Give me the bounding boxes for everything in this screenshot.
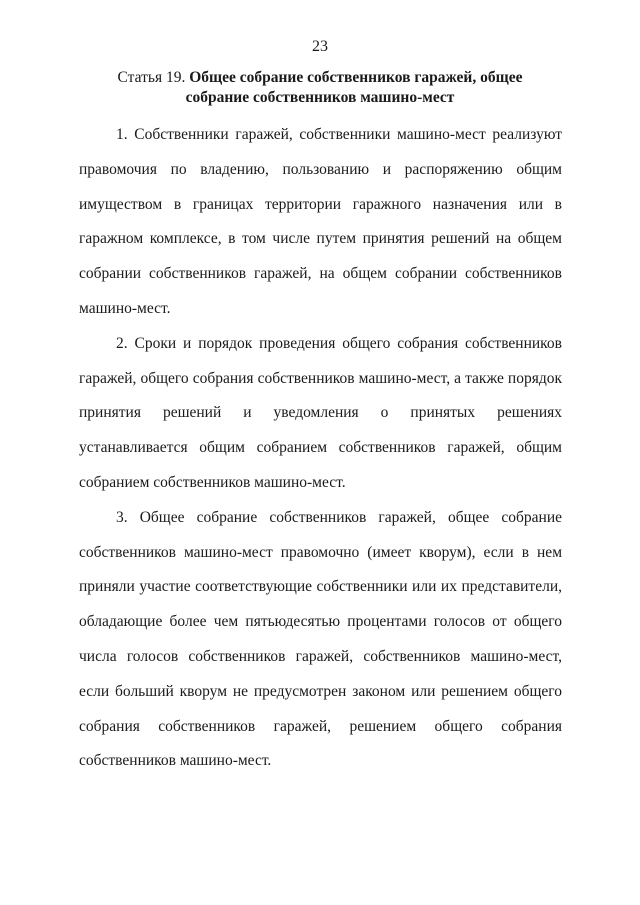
article-body [79,118,562,779]
paragraph-2: 2. Сроки и порядок проведения общего собрания собственников гаражей, общего собрания собственников машино-мест, а также порядок принятия решений и уведомления о принятых решениях устанавливается общим собранием собственников гаражей, общим собранием собственников машино-мест. [79,334,562,491]
article-heading: Общее собрание собственников гаражей, общее собрание собственников машино-мест [185,69,523,106]
paragraph-3: 3. Общее собрание собственников гаражей, общее собрание собственников машино-мест правомочно (имеет кворум), если в нем приняли участие соответствующие собственники или их представители, обладающие более чем пятьюдесятью процентами голосов от общего числа голосов собственников гаражей, собственников машино-мест, если больший кворум не предусмотрен законом или решением общего собрания собственников гаражей, решением общего собрания собственников машино-мест. [79,508,562,770]
page-number: 23 [312,38,328,55]
article-label: Статья 19. [117,69,186,86]
paragraph-1: 1. Собственники гаражей, собственники машино-мест реализуют правомочия по владению, пользованию и распоряжению общим имуществом в границах территории гаражного назначения или в гаражном комплексе, в том числе путем принятия решений на общем собрании собственников гаражей, на общем собрании собственников машино-мест. [79,126,562,317]
article-title [100,68,540,108]
